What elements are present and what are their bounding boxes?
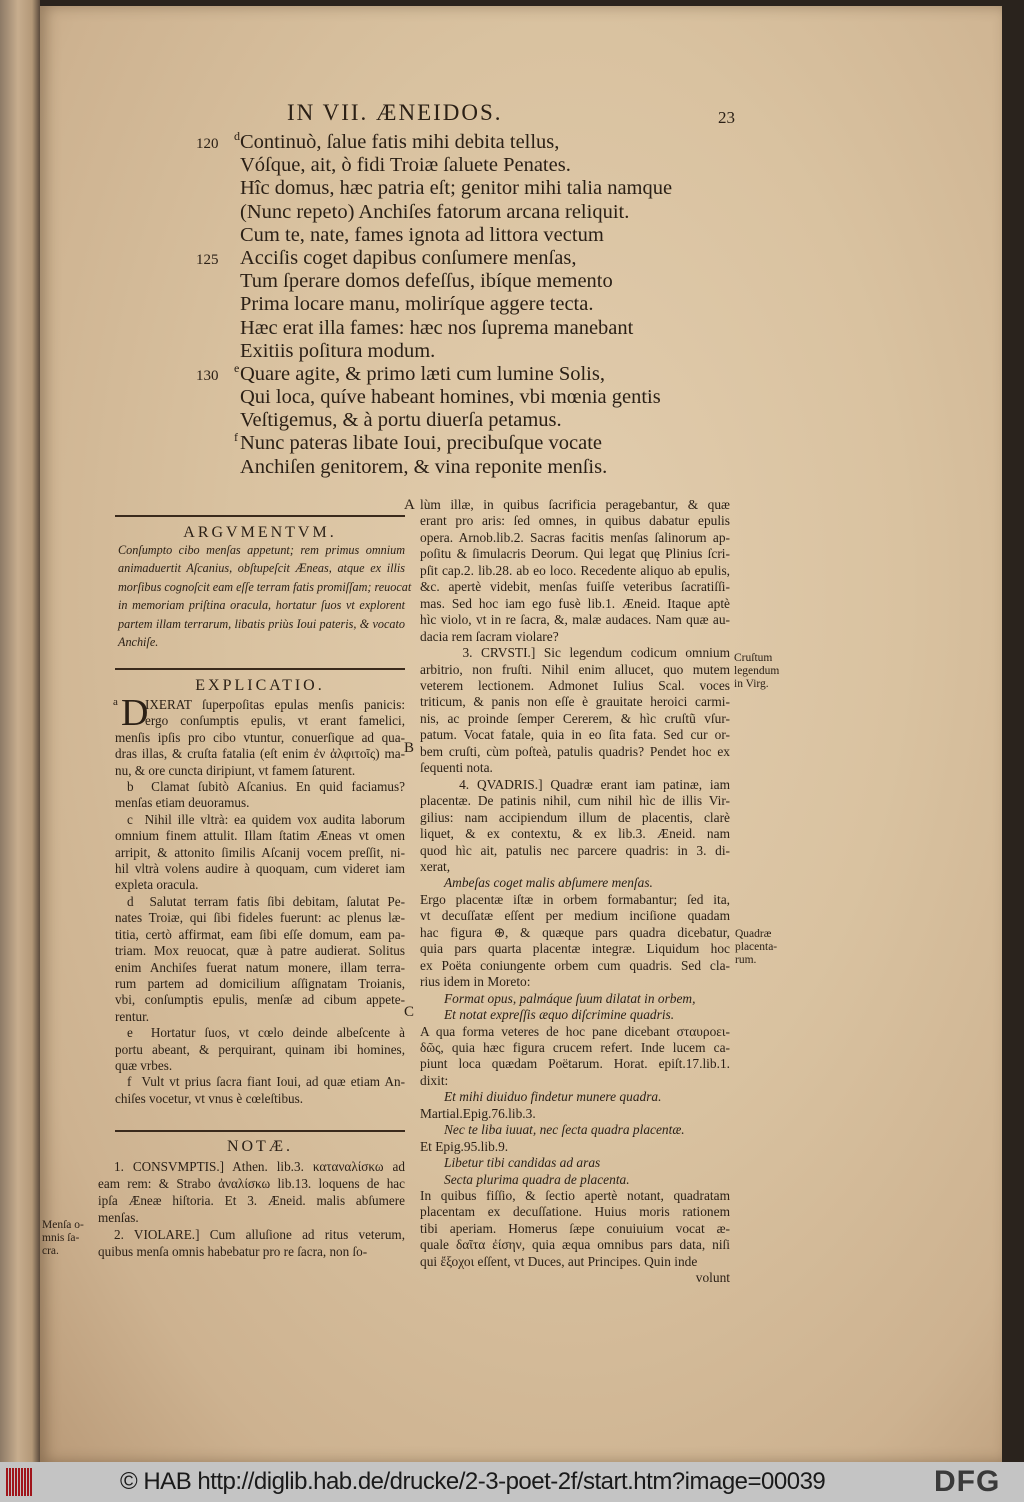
text-line: Martial.Epig.76.lib.3. bbox=[420, 1105, 536, 1121]
verse-text: Veſtigemus, & à portu diuerſa petamus. bbox=[240, 409, 562, 432]
hab-logo-icon bbox=[6, 1468, 32, 1496]
margin-line: rum. bbox=[735, 954, 757, 966]
verse-line bbox=[196, 386, 716, 409]
text-line: triam. Mox reuocat, quæ à patre audierat. Solitus bbox=[115, 943, 405, 959]
margin-line: Quadræ bbox=[735, 928, 772, 940]
page-number: 23 bbox=[718, 108, 735, 127]
text-line: ſequenti nota. bbox=[420, 760, 493, 776]
verse-line bbox=[196, 154, 716, 177]
divider bbox=[115, 1130, 405, 1132]
text-line: veterem lectionem. Admonet Iulius Scal. voces bbox=[420, 677, 730, 693]
section-marker: B bbox=[404, 740, 415, 756]
text-line: nis, ac proinde ſemper Cererem, & hìc cruſtũ vſur- bbox=[420, 710, 730, 726]
copyright-url[interactable]: © HAB http://diglib.hab.de/drucke/2-3-poet-2f/start.htm?image=00039 bbox=[120, 1468, 826, 1495]
line-number: 125 bbox=[196, 251, 219, 268]
verse-line bbox=[196, 177, 716, 200]
text-line: enim Anchiſes fuerat natum monere, illam terra- bbox=[115, 959, 405, 975]
text-line: triticum, & panis non eſſe è grauitate heroici carmi- bbox=[420, 694, 730, 710]
margin-line: legendum bbox=[734, 665, 780, 677]
text-line: gilius: nam accipiendum illum de placentis, clarè bbox=[420, 809, 730, 825]
verse-text: Hîc domus, hæc patria eſt; genitor mihi talia namque bbox=[240, 177, 673, 200]
text-line: partem illam terrarum, libatis priùs Ioui pateris, & vocato bbox=[118, 616, 405, 631]
quotation-line: Et mihi diuiduo findetur munere quadra. bbox=[444, 1089, 662, 1105]
text-line: Ergo placentæ iſtæ in orbem formabantur; ſed ita, bbox=[420, 891, 730, 907]
quotation-line: Format opus, palmáque ſuum dilatat in orbem, bbox=[444, 990, 696, 1006]
text-line: xerat, bbox=[420, 858, 451, 874]
text-line: menſas. bbox=[98, 1210, 139, 1225]
text-line: lùm illæ, in quibus ſacrificia peragebantur, & quæ bbox=[420, 497, 730, 512]
text-line: Et Epig.95.lib.9. bbox=[420, 1138, 509, 1154]
line-number: 130 bbox=[196, 367, 219, 384]
text-line: b Clamat ſubitò Aſcanius. En quid faciamus? bbox=[127, 779, 405, 795]
verse-line bbox=[196, 409, 716, 432]
line-number: 120 bbox=[196, 136, 219, 152]
notae-heading: NOTÆ. bbox=[226, 1138, 294, 1155]
text-line: dixit: bbox=[420, 1072, 449, 1088]
text-line: e Hortatur ſuos, vt cœlo deinde albeſcente à bbox=[127, 1025, 405, 1041]
footer-bar bbox=[0, 1462, 1024, 1502]
argumentum-text bbox=[118, 541, 412, 651]
text-line: IXERAT ſuperpoſitas epulas menſis panicis: bbox=[145, 697, 405, 712]
text-line: 1. CONSVMPTIS.] Athen. lib.3. καταναλίσκω ad bbox=[114, 1159, 405, 1174]
verse-text: Cum te, nate, fames ignota ad littora vectum bbox=[240, 223, 604, 246]
verse-text: Continuò, ſalue fatis mihi debita tellus, bbox=[240, 131, 560, 153]
text-line: placentæ. De patinis nihil, cum nihil hìc de illis Vir- bbox=[420, 793, 730, 809]
text-line: menſis ipſis pro cibo vtuntur, conuerſique ad qua- bbox=[115, 729, 405, 745]
text-line: omnium finem attulit. Illam ſtatim Æneas vt omen bbox=[115, 828, 405, 844]
margin-line: Menſa o- bbox=[42, 1219, 84, 1231]
text-line: Anchiſe. bbox=[118, 635, 159, 650]
verse-text: Prima locare manu, moliríque aggere tecta. bbox=[240, 293, 594, 316]
text-line: poſitu & ſimulacris Deorum. Qui legat quę Plinius ſcri- bbox=[420, 546, 730, 562]
verse-line bbox=[196, 317, 716, 340]
text-line: bem cruſti, cùm poſteà, patulis quadris? Pendet hoc ex bbox=[420, 743, 730, 759]
footnote-letter: d bbox=[234, 129, 240, 143]
verse-block bbox=[196, 131, 716, 479]
text-line: vt decuſſatæ eſſent per medium inciſione quadam bbox=[420, 908, 730, 924]
text-line: dras illas, & cruſta fatalia (eſt enim ἐν ἀλφιτοῖς) ma- bbox=[115, 746, 405, 762]
text-line: quia pars quarta placentæ integræ. Liquidum hoc bbox=[420, 941, 730, 957]
right-column-text bbox=[420, 497, 730, 1287]
section-marker: A bbox=[404, 497, 415, 513]
text-line: eam rem: & Strabo ἀναλίσκω lib.13. loquens de hac bbox=[98, 1176, 405, 1191]
text-line: In quibus fiſſio, & ſectio apertè notant, quadratam bbox=[420, 1188, 730, 1204]
text-line: pſit cap.2. lib.28. ab eo loco. Recedente aliquo ab epulis, bbox=[420, 562, 730, 578]
text-line: opera. Arnob.lib.2. Sacras facitis menſas ſalinorum ap- bbox=[420, 529, 730, 545]
verse-line bbox=[196, 131, 716, 154]
section-marker: C bbox=[404, 1004, 415, 1020]
text-line: expleta oracula. bbox=[115, 877, 199, 893]
footnote-letter: e bbox=[234, 360, 240, 375]
footnote-letter: f bbox=[234, 430, 238, 445]
verse-line bbox=[196, 432, 716, 455]
text-line: hil vltrà volens audire à quoquam, cum videret iam bbox=[115, 861, 405, 877]
footnote-letter: a bbox=[113, 696, 118, 708]
quotation-line: Ambeſas coget malis abſumere menſas. bbox=[444, 875, 653, 891]
dfg-logo: DFG bbox=[934, 1465, 1001, 1498]
text-line: erant pro aris: ſed omnes, in quibus dabatur epulis bbox=[420, 513, 730, 529]
text-line: 4. QVADRIS.] Quadræ erant iam patinæ, iam bbox=[420, 776, 730, 792]
verse-line bbox=[196, 293, 716, 316]
text-line: quod hìc ait, patulis nec parcere quadris: in 3. di- bbox=[420, 842, 730, 858]
divider bbox=[115, 668, 405, 670]
quotation-line: Et notat expreſſis æquo diſcrimine quadris. bbox=[444, 1007, 675, 1023]
divider bbox=[115, 515, 405, 517]
verse-text: Tum ſperare domos defeſſus, ibíque memento bbox=[240, 270, 613, 293]
verse-text: Qui loca, quíve habeant homines, vbi mœnia gentis bbox=[240, 386, 661, 409]
text-line: piunt loca quædam Poëtarum. Horat. epiſt.17.lib.1. bbox=[420, 1056, 730, 1072]
verse-line bbox=[196, 270, 716, 293]
quotation-line: Libetur tibi candidas ad aras bbox=[444, 1155, 601, 1171]
verse-line bbox=[196, 340, 716, 363]
text-line: ex Poëta coniungente orbem cum quadris. Sed cla- bbox=[420, 957, 730, 973]
verse-text: Acciſis coget dapibus conſumere menſas, bbox=[240, 246, 577, 269]
text-line: patum. Vocat fatale, quia in eo ſita fata. Sed cur or- bbox=[420, 727, 730, 743]
text-line: volunt bbox=[695, 1270, 730, 1286]
text-line: Conſumpto cibo menſas appetunt; rem primus omnium bbox=[118, 543, 405, 557]
text-line: liquet, & ex contextu, & ex lib.3. Æneid. nam bbox=[420, 826, 730, 842]
text-line: chiſes vocetur, vt vnus è cœleſtibus. bbox=[115, 1090, 304, 1106]
argumentum-heading: ARGVMENTVM. bbox=[183, 524, 337, 541]
text-line: mas. Sed hoc iam ego fusè lib.1. Æneid. Itaque aptè bbox=[420, 595, 730, 611]
drop-cap: D bbox=[121, 692, 149, 734]
verse-text: Anchiſen genitorem, & vina reponite menſis. bbox=[240, 455, 608, 478]
notae-text bbox=[98, 1158, 405, 1260]
text-line: hìc violo, vt in re ſacra, &, malæ audaces. Nam quæ au- bbox=[420, 612, 730, 628]
text-line: morſibus cognoſcit eam eſſe terram fatis promiſſam; reuocat bbox=[118, 579, 412, 594]
margin-line: in Virg. bbox=[734, 678, 769, 690]
text-line: animaduertit Aſcanius, obſtupeſcit Æneas, atque ex illis bbox=[118, 561, 405, 576]
text-line: δῶς, quia hæc figura crucem refert. Inde lucem ca- bbox=[420, 1039, 730, 1055]
explicatio-text bbox=[115, 697, 405, 1107]
margin-line: placenta- bbox=[735, 941, 778, 953]
verse-text: Hæc erat illa fames: hæc nos ſuprema manebant bbox=[240, 316, 634, 339]
quotation-line: Nec te liba iuuat, nec ſecta quadra placentæ. bbox=[444, 1122, 685, 1138]
verse-line bbox=[196, 201, 716, 224]
verse-line bbox=[196, 456, 716, 479]
text-line: rius idem in Moreto: bbox=[420, 974, 531, 990]
text-line: portu abeant, & perquirant, quinam ibi homines, bbox=[115, 1041, 405, 1057]
text-line: titia, certò affirmat, eam ſibi eſſe domum, eam pa- bbox=[115, 926, 405, 942]
margin-line: cra. bbox=[42, 1245, 59, 1257]
margin-line: Cruſtum bbox=[734, 652, 773, 664]
running-title: IN VII. ÆNEIDOS. bbox=[287, 100, 503, 125]
verse-text: Vóſque, ait, ò fidi Troiæ ſaluete Penates. bbox=[240, 154, 571, 177]
text-line: vbi, conſumptis epulis, menſæ ad cibum appete- bbox=[115, 992, 405, 1008]
verse-line bbox=[196, 360, 716, 386]
text-line: arbitrio, non fruſti. Nihil enim allucet, quo mutem bbox=[420, 661, 730, 677]
text-line: quæ vrbes. bbox=[115, 1057, 173, 1073]
verse-text: (Nunc repeto) Anchiſes fatorum arcana reliquit. bbox=[240, 200, 630, 223]
text-line: tibi aperiam. Homerus ſæpe conuiuium vocat æ- bbox=[420, 1220, 730, 1236]
text-line: ipſa Æneæ hiſtoria. Et 3. Æneid. malis abſumere bbox=[98, 1193, 405, 1208]
margin-note-quadrae bbox=[735, 928, 777, 967]
text-line: hac figura ⊕, & quæque pars quadra dicebatur, bbox=[420, 924, 730, 940]
text-line: A qua forma veteres de hoc pane dicebant σταυροει- bbox=[420, 1023, 730, 1039]
text-line: nates Troiæ, qui ſibi fideles fuerunt: ac plenus læ- bbox=[115, 910, 405, 926]
verse-text: Quare agite, & primo læti cum lumine Solis, bbox=[240, 362, 605, 385]
text-line: c Nihil ille vltrà: ea quidem vox audita laborum bbox=[127, 811, 405, 827]
text-line: nu, & ore cuncta diripiunt, vt famem ſaturent. bbox=[115, 762, 356, 778]
margin-note-mensa bbox=[42, 1219, 84, 1258]
text-line: rentur. bbox=[115, 1008, 150, 1024]
verse-line bbox=[196, 224, 716, 247]
text-line: in memoriam priſtina oracula, hortatur ſuos vt explorent bbox=[118, 598, 405, 613]
text-line: quibus menſa omnis habebatur pro re ſacra, non ſo- bbox=[98, 1244, 368, 1259]
text-line: &c. apertè videbit, menſas fuiſſe veteribus ſacratiſſi- bbox=[420, 579, 730, 595]
text-line: menſas etiam deuoramus. bbox=[115, 795, 250, 811]
text-line: 3. CRVSTI.] Sic legendum codicum omnium bbox=[420, 645, 730, 661]
margin-note-crustum bbox=[734, 652, 779, 691]
text-line: f Vult vt prius ſacra fiant Ioui, ad quæ etiam An- bbox=[127, 1074, 405, 1090]
previous-page-edge bbox=[0, 0, 40, 1462]
text-line: arripit, & attonito ſimilis Aſcanij vocem preſſit, ni- bbox=[115, 844, 405, 860]
verse-text: Exitiis poſitura modum. bbox=[240, 339, 436, 362]
text-line: rum partem ad domicilium aſſignatam Troianis, bbox=[115, 975, 405, 991]
text-line: 2. VIOLARE.] Cum alluſione ad ritus veterum, bbox=[114, 1227, 405, 1242]
text-line: ergo conſumptis epulis, vt erant famelici, bbox=[145, 713, 405, 729]
verse-line bbox=[196, 247, 716, 270]
quotation-line: Secta plurima quadra de placenta. bbox=[444, 1171, 630, 1187]
text-line: qui ἔξοχοι eſſent, vt Duces, aut Principes. Quin inde bbox=[420, 1253, 698, 1269]
verse-text: Nunc pateras libate Ioui, precibuſque vocate bbox=[240, 432, 603, 455]
text-line: d Salutat terram fatis ſibi debitam, ſalutat Pe- bbox=[127, 893, 405, 909]
explicatio-heading: EXPLICATIO. bbox=[195, 677, 325, 694]
text-line: quale δαῖτα ἐίσην, quia æqua omnibus pars data, niſi bbox=[420, 1237, 730, 1253]
text-line: placentam ex decuſſatione. Huius moris rationem bbox=[420, 1204, 730, 1220]
margin-line: mnis ſa- bbox=[42, 1232, 80, 1244]
text-line: dacia rem ſacram violare? bbox=[420, 628, 559, 644]
